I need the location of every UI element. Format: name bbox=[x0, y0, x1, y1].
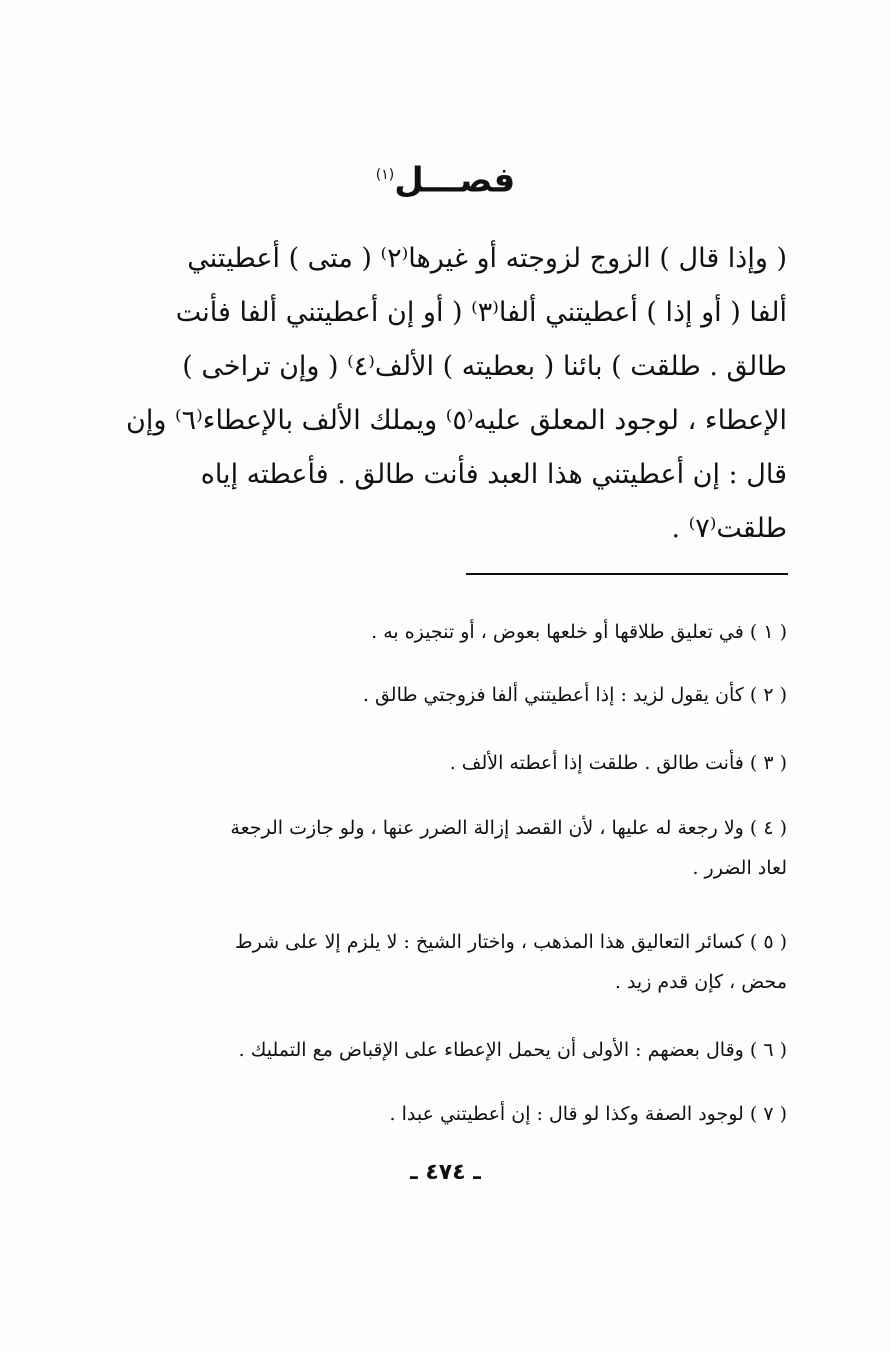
footnote-line: لعاد الضرر . bbox=[692, 857, 787, 879]
main-text-line: الإعطاء ، لوجود المعلق عليه⁽٥⁾ ويملك الألف بالإعطاء⁽٦⁾ وإن bbox=[126, 405, 787, 436]
footnote-line: ( ٤ ) ولا رجعة له عليها ، لأن القصد إزالة الضرر عنها ، ولو جازت الرجعة bbox=[230, 817, 787, 839]
footnote-line: ( ٢ ) كأن يقول لزيد : إذا أعطيتني ألفا فزوجتي طالق . bbox=[362, 684, 787, 706]
main-text-line: طالق . طلقت ) بائنا ( بعطيته ) الألف⁽٤⁾ ( وإن تراخى ) bbox=[182, 351, 787, 382]
footnote-separator bbox=[466, 573, 788, 575]
footnote-4 bbox=[52, 808, 787, 888]
section-title: فصـــل bbox=[394, 160, 516, 201]
main-text-line: طلقت⁽٧⁾ . bbox=[671, 513, 787, 544]
footnote-5 bbox=[52, 922, 787, 1002]
page-number: ـ ٤٧٤ ـ bbox=[410, 1160, 481, 1185]
footnote-line: ( ٣ ) فأنت طالق . طلقت إذا أعطته الألف . bbox=[449, 752, 787, 774]
main-text-line: ( وإذا قال ) الزوج لزوجته أو غيرها⁽٢⁾ ( متى ) أعطيتني bbox=[187, 243, 787, 274]
footnote-2 bbox=[52, 675, 787, 715]
footnote-line: ( ٦ ) وقال بعضهم : الأولى أن يحمل الإعطاء على الإقباض مع التمليك . bbox=[238, 1039, 787, 1061]
section-title-footnote-marker: (١) bbox=[375, 167, 395, 183]
footnote-1 bbox=[52, 612, 787, 652]
footnote-7 bbox=[52, 1094, 787, 1134]
section-heading bbox=[0, 150, 891, 205]
footnote-line: ( ٧ ) لوجود الصفة وكذا لو قال : إن أعطيتني عبدا . bbox=[389, 1103, 787, 1125]
footnote-6 bbox=[52, 1030, 787, 1070]
footnote-line: محض ، كإن قدم زيد . bbox=[614, 971, 787, 993]
footnote-line: ( ٥ ) كسائر التعاليق هذا المذهب ، واختار الشيخ : لا يلزم إلا على شرط bbox=[235, 931, 787, 953]
main-text-line: قال : إن أعطيتني هذا العبد فأنت طالق . فأعطته إياه bbox=[200, 459, 787, 490]
footnote-3 bbox=[52, 743, 787, 783]
footnote-line: ( ١ ) في تعليق طلاقها أو خلعها بعوض ، أو تنجيزه به . bbox=[371, 621, 787, 643]
main-text-block bbox=[52, 232, 787, 556]
main-text-line: ألفا ( أو إذا ) أعطيتني ألفا⁽٣⁾ ( أو إن أعطيتني ألفا فأنت bbox=[175, 297, 787, 328]
